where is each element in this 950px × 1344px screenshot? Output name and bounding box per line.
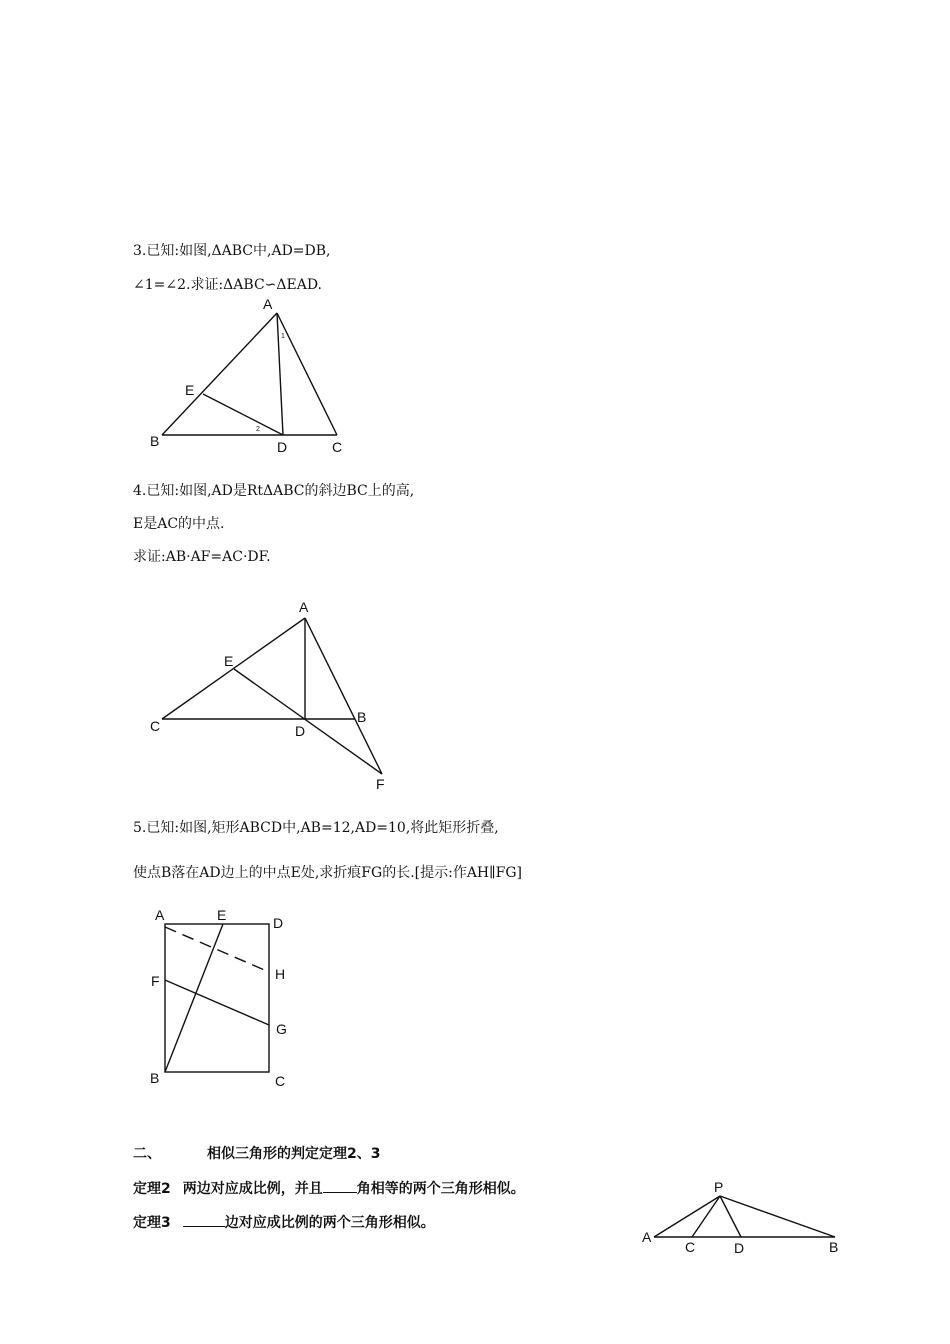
figure6-label-p: P	[714, 1179, 724, 1195]
figure3-label-c: C	[332, 439, 343, 455]
figure5-label-d: D	[273, 915, 284, 931]
figure6-label-d: D	[734, 1240, 745, 1256]
theorem2-text-before: 两边对应成比例，并且	[182, 1181, 323, 1197]
section2-title: 相似三角形的判定定理2、3	[207, 1146, 381, 1162]
figure6-label-c: C	[685, 1239, 696, 1255]
figure5-label-b: B	[150, 1070, 160, 1086]
figure5-label-a: A	[155, 907, 165, 923]
problem4-line1: 4.已知:如图,AD是RtΔABC的斜边BC上的高,	[133, 483, 415, 499]
figure3-angle1-label: 1	[281, 333, 285, 340]
figure4-label-f: F	[376, 776, 385, 792]
figure4-label-c: C	[150, 718, 161, 734]
figure4-label-a: A	[299, 599, 309, 615]
problem3-line1: 3.已知:如图,ΔABC中,AD=DB,	[133, 243, 331, 259]
figure3-label-b: B	[150, 433, 160, 449]
figure5-label-e: E	[217, 907, 227, 923]
figure5-label-h: H	[275, 966, 286, 982]
figure3-angle2-label: 2	[256, 426, 260, 433]
figure6-label-a: A	[642, 1229, 652, 1245]
figure3-label-e: E	[185, 382, 195, 398]
problem4-line3: 求证:AB·AF=AC·DF.	[133, 549, 271, 565]
problem5-line2: 使点B落在AD边上的中点E处,求折痕FG的长.[提示:作AH∥FG]	[133, 865, 522, 881]
theorem3-text-after: 边对应成比例的两个三角形相似。	[224, 1215, 435, 1231]
figure3-label-d: D	[277, 439, 288, 455]
theorem3-label: 定理3	[133, 1215, 171, 1231]
figure4-label-e: E	[224, 653, 234, 669]
problem5-line1: 5.已知:如图,矩形ABCD中,AB=12,AD=10,将此矩形折叠,	[133, 820, 499, 836]
problem4-line2: E是AC的中点.	[133, 516, 225, 532]
theorem2-text-after: 角相等的两个三角形相似。	[356, 1181, 525, 1197]
figure6-label-b: B	[829, 1239, 839, 1255]
figure3-label-a: A	[263, 296, 273, 312]
figure5-label-c: C	[275, 1073, 286, 1089]
problem3-line2: ∠1=∠2.求证:ΔABC∽ΔEAD.	[133, 277, 322, 293]
figure4-label-b: B	[357, 709, 367, 725]
section2-number: 二、	[133, 1146, 161, 1162]
figure5-label-g: G	[276, 1021, 287, 1037]
figure4-label-d: D	[295, 723, 306, 739]
theorem2-label: 定理2	[133, 1181, 171, 1197]
figure5-label-f: F	[151, 973, 160, 989]
